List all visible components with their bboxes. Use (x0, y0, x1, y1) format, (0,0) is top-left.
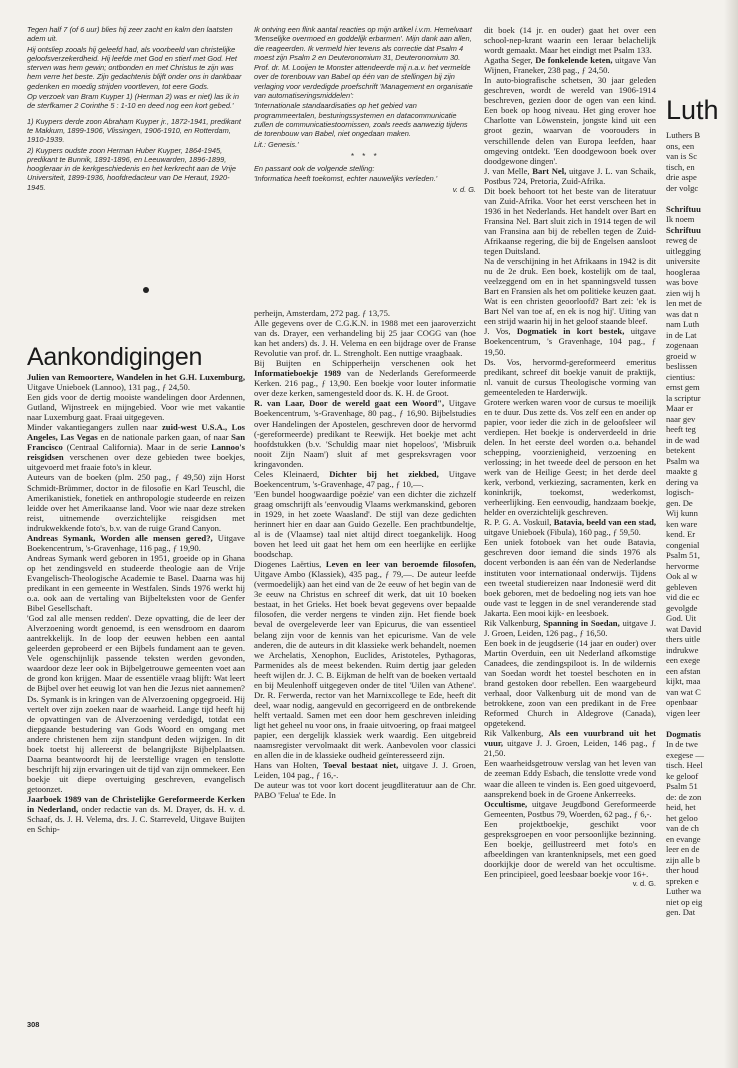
article-line: Psalm 51 (666, 781, 698, 791)
article-line: Psalm wa (666, 455, 700, 466)
article-line: tisch, en (666, 161, 695, 172)
announcement-paragraph: Hans van Holten, Toeval bestaat niet, uitgave J. J. Groen, Leiden, 104 pag., ƒ 16,-. (254, 760, 476, 781)
announcement-paragraph: Een projektboekje, geschikt voor gespreksgroepen en voor persoonlijke bezinning. Een boekje, geïllustreerd met foto's en afbeeldingen van krantenknipsels, met een goed doorkijkje door de wereld van het occultisme. Een principieel, goed leesbaar boekje voor 16+. (484, 818, 656, 879)
author-signature: v. d. G. (452, 184, 476, 194)
footnote-1: 1) Kuypers derde zoon Abraham Kuyper jr., 1872-1941, predikant te Makkum, 1899-1906, Vlissingen, 1906-1910, en Rotterdam, 1910-1939. (27, 116, 241, 145)
article-line: ons, een (666, 140, 695, 151)
article-line: ther houd (666, 865, 699, 875)
next-article-title: Luth (666, 95, 719, 125)
announcement-paragraph: v. d. G. (632, 878, 656, 888)
article-line: zijn alle b (666, 854, 700, 865)
announcement-paragraph: R. van Laar, Door de wereld gaat een Woord", Uitgave Boekencentrum, 's-Gravenhage, 80 pag., ƒ 16,90. Bijbelstudies over Handelingen der Apostelen, geschreven door de hervormd (-gereformeerde) predikant te Reewijk. Het boekje met acht hoofdstukken (b.v. 'Schuldig maar niet hopeloos', 'Misbruik nooit Zijn Naam') sluit af met gespreksvragen voor kringavonden. (254, 398, 476, 469)
article-line: kijkt, maa (666, 676, 701, 686)
article-line: ke geloof (666, 770, 699, 781)
article-line: drie aspe (666, 172, 697, 182)
article-line: niet op eig (666, 896, 703, 907)
article-line: cientius: (666, 371, 696, 382)
article-line: was dat n (666, 308, 699, 319)
excerpt-paragraph: Op verzoek van Bram Kuyper 1) (Herman 2) was er niet) las ik in de sterfkamer 2 Corinthe 5 : 1-10 en deed nog een kort gebed.' (27, 92, 239, 111)
article-line: Wij kunn (666, 508, 698, 518)
article-line: een exege (666, 655, 701, 665)
announcement-paragraph: Agatha Seger, De fonkelende keten, uitgave Van Wijnen, Franeker, 238 pag., ƒ 24,50. (484, 55, 656, 76)
letter-paragraph: 'Internationale standaardisaties op het gebied van programmeertalen, besturingssystemen en datacommunicatie zullen de communicatiestoornissen, zoals reeds aanwezig tijdens de torenbouw van Babel, niet ongedaan maken. (254, 101, 468, 139)
announcement-paragraph: Diogenes Laërtius, Leven en leer van beroemde filosofen, Uitgave Ambo (Klassiek), 435 pag., ƒ 79,—. De auteur leefde (vermoedelijk) aan het eind van de 2e eeuw of het begin van de 3e eeuw na Christus en schreef dit werk, dat uit 10 boeken bestaat, in het Grieks. Het boek bevat gegevens over bepaalde filosofen, die verder nergens te vinden zijn. Het fiende boek beval de overgeleverde leer van Epicurus, die van essentieel belang zijn voor de kennis van het epicurisme. Van de vele anderen, die de auteurs in dit klassieke werk behandelt, noemen we Archelatis, Xenophon, Euclides, Aristoteles, Pythagoras, Parmenides als de meest bekenden. Ruim dertig jaar geleden heeft wijlen dr. J. C. B. Eijkman de helft van de boeken vertaald en bij Meulenhoff uitgegeven onder de titel 'Uilen van Athene'. Dr. R. Ferwerda, rector van het Marnixcollege te Ede, heeft dit deel, waar nodig, aangevuld en gecorrigeerd en de ontbrekende helft vertaald. Samen met een door hem geschreven inleiding ligt het geheel nu voor ons, in fraaie uitvoering, op fraai matgeel papier, een dergelijk klassiek werk waardig. Een uitgebreid naamsregister vervolmaakt dit werk. Aanbevolen voor classici en allen die in de klassieke oudheid geïnteresseerd zijn. (254, 559, 476, 761)
article-line: zien wij h (666, 287, 700, 298)
announcement-paragraph: Na de verschijning in het Afrikaans in 1942 is dit nu de 2e druk. Een boek, kostelijk om de taal, veelzeggend om en in het spanningsveld tussen Bart en Fransien als het om politieke keuzen gaat. Wat is een christen geoorloofd? Bart zei: 'ek is Bart Nel van toe af, en ek is nog hij'. Uiting van een strijd waarin hij in het geloof staande bleef. (484, 256, 656, 327)
announcement-paragraph: Alle gegevens over de C.G.K.N. in 1988 met een jaaroverzicht van ds. Drayer, een verhandeling bij 25 jaar COGG van (hoe kan het anders) ds. J. H. Velema en een bijdrage over de Franse Revolutie van prof. dr. L. Strengholt. Een nuttige vraagbaak. (254, 318, 476, 359)
letter-paragraph: Lit.: Genesis.' (254, 139, 299, 149)
article-line: congenial (666, 539, 700, 550)
letter-paragraph: 'Informatica heeft toekomst, echter nauwelijks verleden.' (254, 174, 438, 184)
excerpt-paragraph: Hij ontsliep zooals hij geleefd had, als voorbeeld van christelijke geloofsverzekerdheid. Hij leefde met God en stierf met God. Het sterven was hem gewin; ontbonden en met Christus te zijn was hem verre het beste. Zijn gedachtenis blijft onder ons in dankbaar gedenken en moedig strijden voortleven, tot eere Gods. (27, 44, 242, 91)
article-line: het geloo (666, 812, 698, 823)
article-line: vid die ec (666, 592, 700, 602)
article-line: Luthers B (666, 130, 701, 140)
article-line: openbaar (666, 697, 698, 707)
article-line: uitlegging (666, 245, 701, 256)
announcement-paragraph: Jaarboek 1989 van de Christelijke Gereformeerde Kerken in Nederland, onder redactie van ds. M. Drayer, ds. H. v. d. Schaaf, ds. J. H. Velema, drs. J. C. Starreveld, Uitgave Buijten en Schip- (27, 793, 245, 835)
article-line: Maar er (666, 403, 693, 413)
article-line: reweg de (666, 235, 698, 245)
article-line: betekent (666, 445, 696, 455)
page-number: 308 (27, 1020, 40, 1029)
article-line: heeft teg (666, 424, 696, 434)
article-line: maakte g (666, 466, 698, 476)
article-line: Schriftuu (666, 224, 701, 235)
article-line: hervorme (666, 560, 699, 571)
article-line: en evange (666, 833, 701, 844)
article-line: la scriptur (666, 392, 701, 403)
article-line: wat David (666, 623, 702, 634)
article-line: groeid w (666, 350, 697, 361)
article-line: dering va (666, 476, 699, 487)
announcement-paragraph: Celes Kleinaerd, Dichter bij het ziekbed, Uitgave Boekencentrum, 's-Gravenhage, 47 pag., ƒ 10,—. (254, 468, 476, 489)
article-line: gen. De (666, 497, 693, 508)
letter-paragraph: En passant ook de volgende stelling: (254, 164, 375, 174)
article-line: naar gev (666, 413, 696, 424)
article-line: Schriftuu (666, 203, 701, 214)
page-gutter-shadow (724, 0, 738, 1068)
announcement-paragraph: perheijn, Amsterdam, 272 pag. ƒ 13,75. (254, 308, 391, 318)
article-line: In de twe (666, 739, 698, 749)
article-line: in de Lat (666, 329, 697, 340)
article-line: logisch- (666, 487, 694, 497)
page-title: Aankondigingen (27, 343, 203, 371)
announcement-paragraph: Grotere werken waren voor de cursus te moeilijk en te duur. Dus zette ds. Vos zelf een en ander op papier, voor ieder die zich in de geloofsleer wil verdiepen. Het boekje is onderverdeeld in drie delen. In het eerste deel worden o.a. behandel schepping, voorzienigheid, verzoening en verlossing; in het tweede deel de persoon en het werk van de Heilige Geest; in het derde deel kerk, verbond, verkiezing, sacramenten, kerk en koninkrijk, toekomst, wederkomst, verheerlijking. Een eenvoudig, handzaam boekje, helder en overzichtelijk geschreven. (484, 396, 656, 518)
article-line: leer en de (666, 844, 700, 854)
announcement-paragraph: Ds. Vos, hervormd-gereformeerd emeritus predikant, schreef dit boekje vanuit de praktijk, nl. vanuit de cursus Theologische vorming van gemeenteleden te Harderwijk. (484, 356, 656, 397)
article-line: tisch. Heel (666, 760, 703, 770)
article-line: gevolgde (666, 602, 698, 613)
announcement-paragraph: Een gids voor de dertig mooiste wandelingen door Ardennen, Gutland, Wijnstreek en mijngebied. Voor wie met vakantie naar Luxemburg gaat. Fraai uitgegeven. (27, 392, 245, 423)
article-line: zogenaan (666, 340, 699, 350)
article-line: Ook al w (666, 571, 698, 581)
article-line: indrukwe (666, 644, 699, 655)
top-left-column (27, 25, 245, 270)
announcements-column-1 (27, 372, 245, 1004)
announcement-paragraph: Bij Buijten en Schipperheijn verschenen ook het Informatieboekje 1989 van de Nederlands Gereformeerde Kerken. 216 pag., ƒ 13,90. Een boekje voor louter informatie over deze kerken, samengesteld door ds. K. H. de Groot. (254, 358, 476, 399)
article-line: hoogleraa (666, 266, 700, 277)
article-line: spreken e (666, 875, 699, 886)
article-line: beslissen (666, 361, 698, 371)
announcement-paragraph: Dit boek behoort tot het beste van de literatuur van Zuid-Afrika. Voor het eerst verscheen het in 1936 in het Nederlands. Het handelt over Bart en Fransina Nel. Bart sluit zich in 1914 tegen de wil van Fransina aan bij de rebellen tegen de Zuid-Afrikaanse regering, die bij de Engelsen aansloot tegen Duitsland. (484, 185, 656, 257)
article-line: len met de (666, 298, 702, 308)
excerpt-paragraph: Tegen half 7 (of 6 uur) blies hij zeer zacht en kalm den laatsten adem uit. (27, 25, 233, 44)
letter-paragraph: Prof. dr. M. Looijen te Monster attendeerde mij n.a.v. het vermelde over de torenbouw van Babel op één van de stellingen bij zijn verlaging voor verdedigde proefschrift 'Management en organisatie van automatiseringsmiddelen': (254, 63, 473, 101)
announcement-paragraph: 'Een bundel hoogwaardige poëzie' van een dichter die zichzelf graag omschrijft als 'eenvoudig Vlaams werkmanskind, geboren in 1929, in het zoete Waasland'. De stijl van deze gedichten herinnert hier en daar aan Guido Gezelle. Een prachtbundeltje, al is de (Vlaamse) taal niet altijd direct toegankelijk. Hoog boven het leed uit gaat het hem om een heerlijke en eerlijke boodschap. (254, 488, 476, 560)
article-line: van is Sc (666, 151, 698, 161)
article-line: ken ware (666, 518, 698, 529)
announcement-paragraph: Minder vakantiegangers zullen naar zuid-west U.S.A., Los Angeles, Las Vegas en de nationale parken gaan, of naar San Francisco (Centraal California). Maar in de serie Lannoo's reisgidsen verschenen over deze gebieden twee boekjes, uitgevoerd met fraaie foto's in kleur. (27, 422, 245, 473)
article-line: Ik noem (666, 214, 695, 224)
announcement-paragraph: dit boek (14 jr. en ouder) gaat het over een school-nep-krant waarin een leraar belachelijk wordt gemaakt. Maar het eindigt met Psalm 133. (484, 25, 656, 56)
article-line: van wat C (666, 686, 701, 697)
article-line: der volgc (666, 182, 699, 193)
article-line: gen. Dat (666, 907, 696, 917)
announcement-paragraph: Occultisme, uitgave Jeugdbond Gereformeerde Gemeenten, Postbus 79, Woerden, 62 pag., ƒ 6,-. (484, 798, 656, 819)
article-line: God. Uit (666, 613, 697, 623)
article-line: Luther wa (666, 886, 702, 896)
announcement-paragraph: De auteur was tot voor kort docent jeugdliteratuur aan de Chr. PABO 'Felua' te Ede. In (254, 780, 476, 801)
article-line (666, 718, 724, 729)
article-line: Dogmatis (666, 728, 701, 739)
announcement-paragraph: J. Vos, Dogmatiek in kort bestek, uitgave Boekencentrum, 's Gravenhage, 104 pag., ƒ 19,50. (484, 326, 656, 357)
announcement-paragraph: 'God zal alle mensen redden'. Deze opvatting, die de leer der Alverzoening wordt genoemd, is een wensdroom en daarom aantrekkelijk. In de loop der eeuwen hebben een aantal geleerden geprobeerd er een Bijbels fundament aan te geven. Vele ogenschijnlijk passende teksten werden gevonden, waardoor deze leer ook in Bijbelgetrouwe gemeenten voet aan de grond kon krijgen. Maar de essentiële vraag blijft: Wat leert de Bijbel over het eeuwig lot van hen die Jezus niet aannemen? Ds. Symank is in kringen van de Alverzoening opgegroeid. Hij vertelt over zijn zoeken naar de waarheid. Lange tijd heeft hij de opvattingen van de Alverzoening verdedigd, totdat een diepgaande bestudering van Gods Woord en omgang met andere christenen hem zijn standpunt deden wijzigen. In dit boek toetst hij allereerst de belangrijkste Bijbelplaatsen. Daarna beantwoordt hij de leerstellige vragen en tenslotte beschrijft hij zijn ervaringen uit de tijd van zijn ommekeer. Een boekje uit diepe overtuiging geschreven, evangelisch getoonzet. (27, 613, 245, 794)
announcement-paragraph: R. P. G. A. Voskuil, Batavia, beeld van een stad, uitgave Unieboek (Fibula), 160 pag., ƒ 59,50. (484, 517, 656, 538)
article-line: was bove (666, 277, 699, 287)
announcement-paragraph: Rik Valkenburg, Als een vuurbrand uit het vuur, uitgave J. J. Groen, Leiden, 146 pag., ƒ 21,50. (484, 728, 656, 759)
announcements-column-2 (254, 308, 476, 1008)
announcement-paragraph: Een uniek fotoboek van het oude Batavia, geschreven door iemand die sinds 1976 als docent verbonden is aan één van de Nederlandse instituten voor internationaal onderwijs. Tijdens een tweetal studiereizen naar Indonesië werd dit boek geboren, met de bedoeling nog iets van hoe oude vast te leggen in de snel veranderende stad Jakarta. Een mooi kijk- en leesboek. (484, 537, 656, 618)
top-middle-column (254, 25, 476, 280)
section-bullet-icon (143, 287, 149, 293)
separator-stars: * * * (350, 151, 380, 161)
article-line: Psalm 51, (666, 550, 700, 560)
announcement-paragraph: Andreas Symank werd geboren in 1951, groeide op in Ghana op het zendingsveld en studeerde theologie aan de Vrije Evangelisch-Theologische Academie te Basel. Daarna was hij predikant in een gemeente in Westfalen. Sinds 1976 werkt hij o.a. ook aan de vertaling van Bijbelteksten voor de Genfer Bibel Gesellschaft. (27, 552, 245, 614)
article-line: de: de zon (666, 791, 702, 802)
article-line: in de wad (666, 434, 700, 445)
announcements-column-3 (484, 25, 656, 1030)
article-line: universite (666, 256, 700, 266)
article-line: kend. Er (666, 529, 696, 539)
article-line: nam Luth (666, 319, 700, 329)
article-line: van de ch (666, 823, 699, 833)
article-line: thers uitle (666, 634, 701, 644)
article-line: gebleven (666, 581, 698, 592)
article-line: heid, het (666, 802, 696, 812)
announcement-paragraph: Een boek in de jeugdserie (14 jaar en ouder) over Martin Overduin, een uit Nederland afkomstige Canadees, die zendingspiloot is. In de wildernis van Soedan wordt het toestel beschoten en in brand gestoken door rebellen. Een waargebeurd verhaal, door Valkenburg uit de mond van de betrokkene, zoon van een predikant in de Free Reformed Church in Aldegrove (Canada), opgetekend. (484, 637, 656, 729)
announcement-paragraph: Julien van Remoortere, Wandelen in het G.H. Luxemburg, Uitgave Unieboek (Lannoo), 131 pag., ƒ 24,50. (27, 372, 245, 393)
announcement-paragraph: J. van Melle, Bart Nel, uitgave J. L. van Schaik, Postbus 724, Pretoria, Zuid-Afrika. (484, 165, 656, 186)
letter-paragraph: Ik ontving een flink aantal reacties op mijn artikel i.v.m. Hemelvaart 'Menselijke overmoed en goddelijk erbarmen'. Mijn dank aan allen, die reageerden. Ik vermeld hier tevens als correctie dat Psalm 4 moest zijn Psalm 2 en Deuteronomium 31, Deuteronomium 30. (254, 25, 472, 62)
announcement-paragraph: Rik Valkenburg, Spanning in Soedan, uitgave J. J. Groen, Leiden, 126 pag., ƒ 16,50. (484, 617, 656, 638)
footnote-2: 2) Kuypers oudste zoon Herman Huber Kuyper, 1864-1945, predikant te Bunnik, 1891-1896, en Leeuwarden, 1896-1899, hoogleraar in de kerkgeschiedenis en het kerkrecht aan de Vrije Universiteit, 1899-1936, hoofdredacteur van De Heraut, 1920-1945. (27, 145, 236, 192)
article-line (666, 193, 724, 204)
announcement-paragraph: In auto-biografische schetsen, 30 jaar geleden geschreven, wordt de wereld van 1906-1914 beschreven, gezien door de ogen van een kind. Een boek op hoog niveau. Het ging erover hoe Charlotte van Löwenstein, jongste kind uit een groot gezin, waarvan de voorouders in verschillende delen van Europa leefden, haar omgeving ontdekt. 'Een doodgewoon boek over doodgewone dingen'. (484, 75, 656, 166)
announcement-paragraph: Andreas Symank, Worden alle mensen gered?, Uitgave Boekencentrum, 's-Gravenhage, 116 pag., ƒ 19,90. (27, 532, 245, 553)
announcement-paragraph: Auteurs van de boeken (plm. 250 pag., ƒ 49,50) zijn Horst Schmidt-Brümmer, doctor in de filosofie en Karl Teuschl, die Amerikanistiek, fonetiek en anthropologie studeerde en reizen leidde over het Amerikaanse land. Voor wie naar deze streken reist, uitnemende overzichtelijke reisgidsen met indrukwekkende foto's, b.v. van de ruige Grand Canyon. (27, 472, 245, 533)
article-line: ernst gem (666, 382, 700, 392)
next-article-column (666, 130, 724, 1030)
article-line: exegese — (666, 749, 704, 760)
announcement-paragraph: Een waarheidsgetrouw verslag van het leven van de zeeman Eddy Esbach, die tenslotte vrede vond waar die alleen te vinden is. Een goed uitgevoerd, aansprekend boek in de Groene Ankerreeks. (484, 758, 656, 799)
article-line: een afstan (666, 665, 701, 676)
article-line: vigen leer (666, 707, 701, 718)
